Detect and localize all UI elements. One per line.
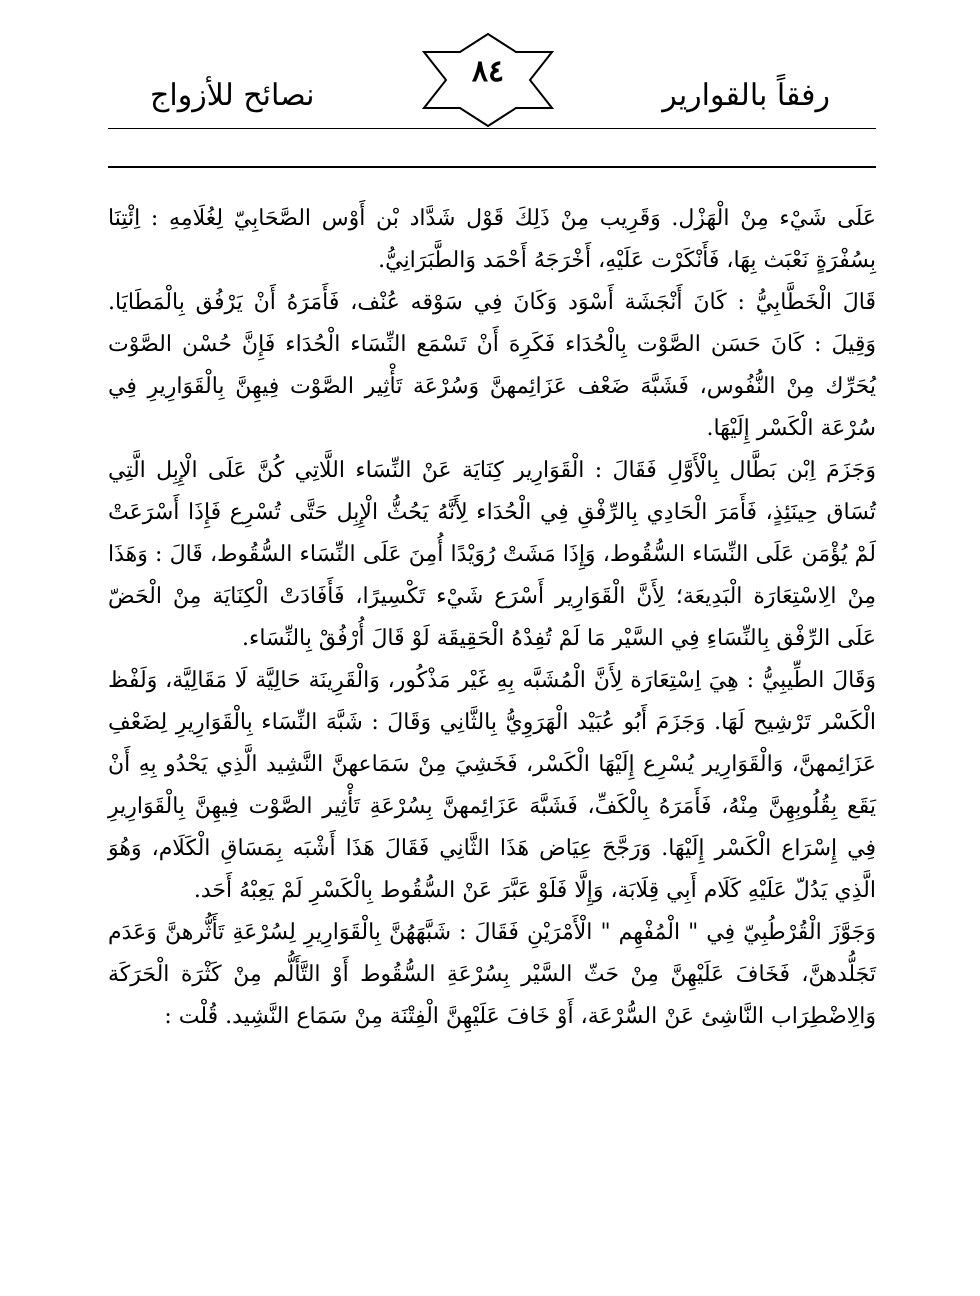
paragraph-2: قَالَ الْخَطَّابِيُّ : كَانَ أَنْجَشَة أَسْوَد وَكَانَ فِي سَوْقه عُنْف، فَأَمَرَهُ أَنْ يَرْفُق بِالْمَطَايَا. وَقِيلَ : كَانَ حَسَن الصَّوْت بِالْحُدَاء فَكَرِهَ أَنْ تَسْمَع النِّسَاء الْحُدَاء فَإِنَّ حُسْن الصَّوْت يُحَرِّك مِنْ النُّفُوس، فَشَبَّهَ ضَعْف عَزَائِمهنَّ وَسُرْعَة تَأْثِير الصَّوْت فِيهِنَّ بِالْقَوَارِيرِ فِي سُرْعَة الْكَسْر إِلَيْهَا. — [108, 290, 876, 441]
paragraph-3: وَجَزَمَ اِبْن بَطَّال بِالْأَوَّلِ فَقَالَ : الْقَوَارِير كِنَايَة عَنْ النِّسَاء اللَّاتِي كُنَّ عَلَى الْإِبِل الَّتِي تُسَاق حِينَئِذٍ، فَأَمَرَ الْحَادِي بِالرِّفْقِ فِي الْحُدَاء لِأَنَّهُ يَحُثُّ الْإِبِل حَتَّى تُسْرِع فَإِذَا أَسْرَعَتْ لَمْ يُؤْمَن عَلَى النِّسَاء السُّقُوط، وَإِذَا مَشَتْ رُوَيْدًا أُمِنَ عَلَى النِّسَاء السُّقُوط، قَالَ : وَهَذَا مِنْ الِاسْتِعَارَة الْبَدِيعَة؛ لِأَنَّ الْقَوَارِير أَسْرَع شَيْء تَكْسِيرًا، فَأَفَادَتْ الْكِنَايَة مِنْ الْحَضّ عَلَى الرِّفْق بِالنِّسَاءِ فِي السَّيْر مَا لَمْ تُفِدْهُ الْحَقِيقَة لَوْ قَالَ أُرْفُقْ بِالنِّسَاء. — [108, 458, 876, 651]
page-body — [108, 198, 876, 1038]
paragraph-1: عَلَى شَيْء مِنْ الْهَزْل. وَقَرِيب مِنْ ذَلِكَ قَوْل شَدَّاد بْن أَوْس الصَّحَابِيّ لِغُلَامِهِ : اِئْتِنَا بِسُفْرَةٍ نَعْبَث بِهَا، فَأَنْكَرْت عَلَيْهِ، أَخْرَجَهُ أَحْمَد وَالطَّبَرَانِيُّ. — [108, 206, 876, 273]
content-rule — [108, 166, 876, 168]
page-header — [0, 0, 980, 140]
paragraph-4: وَقَالَ الطِّيبِيُّ : هِيَ اِسْتِعَارَة لِأَنَّ الْمُشَبَّه بِهِ غَيْر مَذْكُور، وَالْقَرِينَة حَالِيَّة لَا مَقَالِيَّة، وَلَفْظ الْكَسْر تَرْشِيح لَهَا. وَجَزَمَ أَبُو عُبَيْد الْهَرَوِيُّ بِالثَّانِي وَقَالَ : شَبَّهَ النِّسَاء بِالْقَوَارِيرِ لِضَعْفِ عَزَائِمهنَّ، وَالْقَوَارِير يُسْرِع إِلَيْهَا الْكَسْر، فَخَشِيَ مِنْ سَمَاعهنَّ النَّشِيد الَّذِي يَحْدُو بِهِ أَنْ يَقَع بِقُلُوبِهِنَّ مِنْهُ، فَأَمَرَهُ بِالْكَفِّ، فَشَبَّهَ عَزَائِمهنَّ بِسُرْعَةِ تَأْثِير الصَّوْت فِيهِنَّ بِالْقَوَارِيرِ فِي إِسْرَاع الْكَسْر إِلَيْهَا. وَرَجَّحَ عِيَاض هَذَا الثَّانِي فَقَالَ هَذَا أَشْبَه بِمَسَاقِ الْكَلَام، وَهُوَ الَّذِي يَدُلّ عَلَيْهِ كَلَام أَبِي قِلَابَة، وَإِلَّا فَلَوْ عَبَّرَ عَنْ السُّقُوط بِالْكَسْرِ لَمْ يَعِبْهُ أَحَد. — [108, 668, 876, 903]
header-rule — [108, 128, 876, 129]
paragraph-5: وَجَوَّزَ الْقُرْطُبِيّ فِي " الْمُفْهِم " الْأَمْرَيْنِ فَقَالَ : شَبَّهَهُنَّ بِالْقَوَارِيرِ لِسُرْعَةِ تَأَثُّرهنَّ وَعَدَم تَجَلُّدهنَّ، فَخَافَ عَلَيْهِنَّ مِنْ حَثّ السَّيْر بِسُرْعَةِ السُّقُوط أَوْ التَّأَلُّم مِنْ كَثْرَة الْحَرَكَة وَالِاضْطِرَاب النَّاشِئ عَنْ السُّرْعَة، أَوْ خَافَ عَلَيْهِنَّ الْفِتْنَة مِنْ سَمَاع النَّشِيد. قُلْت : — [108, 920, 876, 1029]
running-title-right: رفقاً بالقوارير — [662, 78, 830, 113]
page-number: ٨٤ — [471, 54, 505, 89]
running-title-left: نصائح للأزواج — [150, 78, 315, 113]
